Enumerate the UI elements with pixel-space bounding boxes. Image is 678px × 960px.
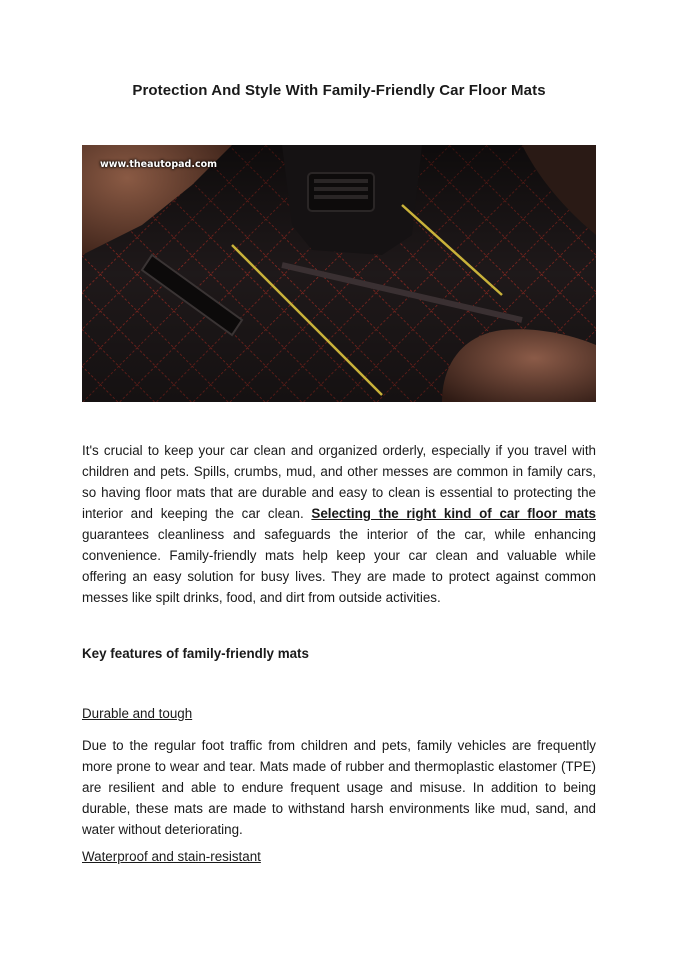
page-title: Protection And Style With Family-Friendly Car Floor Mats [132, 82, 546, 99]
intro-text-end: guarantees cleanliness and safeguards the interior of the car, while enhancing convenience. Family-friendly mats help keep your car clean and valuable while offering an easy solution for busy lives. They are made to protect against common messes like spilt drinks, food, and dirt from outside activities. [82, 527, 596, 605]
car-floor-mat-image [82, 145, 596, 402]
feature-title-durable: Durable and tough [82, 706, 193, 721]
section-heading: Key features of family-friendly mats [82, 646, 309, 661]
feature-body-durable: Due to the regular foot traffic from children and pets, family vehicles are frequently more prone to wear and tear. Mats made of rubber and thermoplastic elastomer (TPE) are resilient and able to endure frequent usage and misuse. In addition to being durable, these mats are made to withstand harsh environments like mud, sand, and water without deteriorating. [82, 738, 596, 837]
car-floor-mats-link[interactable]: Selecting the right kind of car floor mats [311, 506, 596, 521]
feature-title-waterproof: Waterproof and stain-resistant [82, 849, 261, 864]
intro-paragraph [82, 440, 596, 608]
image-watermark: www.theautopad.com [100, 159, 217, 170]
intro-text-start: It's crucial to keep your car clean and organized orderly, especially if you travel with children and pets. Spills, crumbs, mud, and other messes are common in family cars, so having floor mats that are durable and easy to clean is essential to protecting the interior and keeping the car clean. [82, 443, 596, 521]
